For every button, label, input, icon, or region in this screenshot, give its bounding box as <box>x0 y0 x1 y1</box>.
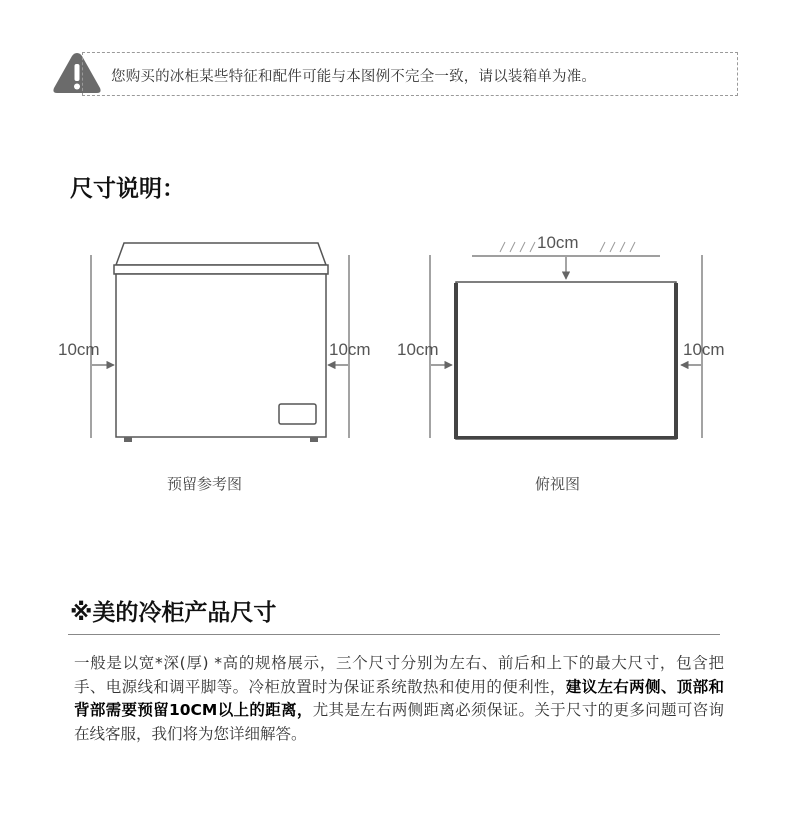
midea-size-title: ※美的冷柜产品尺寸 <box>70 600 277 626</box>
size-section-title: 尺寸说明： <box>70 176 185 202</box>
notice-text: 您购买的冰柜某些特征和配件可能与本图例不完全一致，请以装箱单为准。 <box>111 69 597 85</box>
front-view-caption: 预留参考图 <box>167 475 243 493</box>
top-view-diagram <box>397 233 725 439</box>
front-view-diagram <box>58 243 371 442</box>
top-left-clearance-label: 10cm <box>397 340 439 359</box>
description-text-part2: 尤其是左右两侧距离必须保证。关于尺寸的更多问题可咨询在线客服，我们将为您详细解答。 <box>74 701 724 743</box>
top-view-caption: 俯视图 <box>535 475 581 493</box>
description-text-part1: 一般是以宽*深(厚) *高的规格展示，三个尺寸分别为左右、前后和上下的最大尺寸，包含把手、电源线和调平脚等。冷柜放置时为保证系统散热和使用的便利性， <box>74 654 724 696</box>
section-divider <box>68 634 720 635</box>
front-right-clearance-label: 10cm <box>329 340 371 359</box>
size-description <box>74 652 724 746</box>
top-back-clearance-label: 10cm <box>537 233 579 252</box>
top-right-clearance-label: 10cm <box>683 340 725 359</box>
description-bold-text: 建议左右两侧、顶部和背部需要预留10CM以上的距离， <box>74 677 724 719</box>
front-left-clearance-label: 10cm <box>58 340 100 359</box>
